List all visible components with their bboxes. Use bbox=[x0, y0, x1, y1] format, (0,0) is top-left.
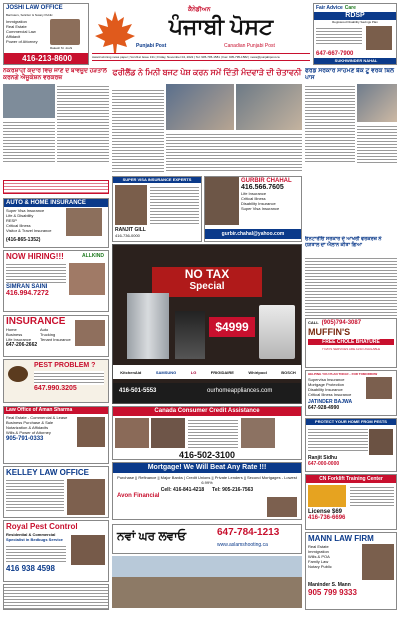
royal-pest-ad[interactable] bbox=[3, 520, 109, 582]
bottom-left-strip bbox=[3, 584, 109, 610]
joshi-photo bbox=[50, 19, 80, 45]
supervisa-phone: 416-736-0000 bbox=[115, 233, 140, 238]
rdsp-name: SUKHWINDER NAHAL bbox=[314, 58, 397, 64]
headline-right[interactable]: ਫੋਰਡ ਸਰਕਾਰ ਸਾਹਮਣੇ ਬੈਕ ਟੂ ਵਰਕ ਬਿਲ ਪਾਸ bbox=[305, 68, 395, 81]
mortgage-photo bbox=[267, 497, 297, 517]
rdsp-phone: 647-667-7900 bbox=[316, 51, 354, 57]
joshi-phone: 416-213-8600 bbox=[4, 53, 89, 64]
headline-center[interactable]: ਫਰੀਲੈਂਡ ਨੇ ਮਿਨੀ ਬਜਟ ਪੇਸ਼ ਕਰਨ ਸਮੇਂ ਦਿੱਤੀ ਮੰਦਵਾੜੇ ਦੀ ਚੇਤਾਵਨੀ bbox=[112, 68, 302, 77]
kicker: ਕੈਨੇਡੀਅਨ bbox=[188, 7, 211, 13]
insurance-title: INSURANCE bbox=[6, 316, 66, 327]
nawa-phone: 647-784-1213 bbox=[217, 527, 280, 538]
muffins-phone: (905)794-3087 bbox=[321, 320, 362, 326]
hiring-phone: 416.994.7272 bbox=[6, 290, 49, 297]
price-badge: $4999 bbox=[209, 317, 255, 337]
left-article-text-2 bbox=[3, 120, 55, 164]
royal-phone: 416 938 4598 bbox=[6, 564, 55, 573]
royal-photo bbox=[71, 535, 105, 565]
consumer-phone: 416-502-3100 bbox=[178, 450, 236, 460]
muffins-call: CALL bbox=[308, 320, 319, 325]
kelley-title: KELLEY LAW OFFICE bbox=[6, 468, 89, 477]
supervisa-ad[interactable] bbox=[112, 176, 202, 242]
mortgage-ad[interactable] bbox=[112, 462, 302, 520]
mortgage-cell: Cell: 416-841-4218 bbox=[160, 487, 205, 493]
rdsp-title: RDSP bbox=[314, 12, 396, 20]
notax-title: NO TAX bbox=[184, 267, 230, 281]
insurance-photo bbox=[75, 320, 105, 346]
auto-home-title: AUTO & HOME INSURANCE bbox=[4, 199, 108, 207]
insurance-ad[interactable]: INSURANCE Home Auto Business Trucking Life Insurance Tenant Insurance 647-206-2662 bbox=[3, 315, 109, 357]
nawa-url: www.aslamshooting.ca bbox=[217, 542, 268, 548]
kelley-photo bbox=[67, 479, 105, 515]
gurbir-ad[interactable]: GURBIR CHAHAL 416.566.7605 Life Insurance Critical Illness Disability Insurance Super Visa Insurance gurbir.chahal@yahoo.com bbox=[204, 176, 302, 242]
cn-license: License $69 bbox=[308, 509, 343, 515]
mann-title: MANN LAW FIRM bbox=[308, 534, 374, 543]
royal-title: Royal Pest Control bbox=[6, 522, 78, 531]
jatinder-photo bbox=[366, 377, 392, 399]
auto-home-items: Super Visa Insurance Life & Disability RESP Critical Illness Visitor & Travel Insurance bbox=[6, 208, 52, 233]
hiring-name: SIMRAN SAINI bbox=[6, 284, 48, 290]
consumer-credit-ad[interactable] bbox=[112, 406, 302, 460]
joshi-subtitle: Barristers, Solicitor & Notary Public bbox=[6, 13, 53, 17]
ford-photo bbox=[357, 84, 397, 122]
masthead-tagline: Canadian Punjabi Post bbox=[224, 43, 275, 49]
kelley-law-ad[interactable] bbox=[3, 466, 109, 518]
insurance-phone: 647-206-2662 bbox=[6, 342, 38, 348]
nahal-photo bbox=[366, 26, 392, 50]
center-article-text bbox=[112, 88, 164, 172]
fair-advice-brand: Fair Advice bbox=[316, 5, 343, 11]
pests-phone: 647-000-0000 bbox=[308, 461, 340, 467]
law-office-phone: 905-791-0333 bbox=[6, 436, 44, 442]
consumer-photo-3 bbox=[241, 418, 275, 448]
joshi-title: JOSHI LAW OFFICE bbox=[6, 5, 63, 11]
joshi-law-ad[interactable] bbox=[3, 3, 89, 65]
mortgage-tel: Tel: 905-216-7563 bbox=[212, 487, 254, 493]
nawa-ghar-ad[interactable] bbox=[112, 524, 302, 554]
masthead-title: ਪੰਜਾਬੀ ਪੋਸਟ bbox=[168, 14, 274, 39]
gurbir-name: GURBIR CHAHAL bbox=[241, 178, 292, 184]
gurbir-photo bbox=[205, 177, 239, 225]
jatinder-phone: 647-928-4990 bbox=[308, 405, 340, 411]
mann-law-ad[interactable]: MANN LAW FIRM Real Estate Immigration Wills & POA Family Law Notary Public Maninder S. Mann 905 799 9333 bbox=[305, 532, 397, 610]
rdsp-ad[interactable] bbox=[313, 3, 397, 65]
mann-photo bbox=[362, 544, 394, 580]
aman-photo bbox=[77, 417, 105, 447]
royal-subtitle: Residential & Commercial bbox=[6, 532, 56, 537]
range-image bbox=[175, 311, 205, 359]
fridge-image bbox=[127, 293, 169, 359]
allkind-brand: ALLKIND bbox=[82, 253, 104, 259]
mortgage-items: Purchase || Refinance || Major Banks | Credit Unions || Private Lenders || Second Mortgages - Lowest 6.99% bbox=[117, 475, 297, 485]
cn-phone: 416-736-6696 bbox=[308, 515, 346, 521]
cn-forklift-ad[interactable] bbox=[305, 474, 397, 530]
simran-photo bbox=[69, 263, 105, 295]
masthead-english: Punjabi Post bbox=[136, 43, 167, 49]
washer-image bbox=[259, 305, 295, 359]
red-highlight-box bbox=[3, 180, 109, 194]
muffins-offer: FREE CHOLE BHATURE bbox=[308, 339, 394, 345]
notax-phone: 416-501-5553 bbox=[119, 388, 157, 394]
pest-phone: 647.990.3205 bbox=[34, 385, 77, 392]
law-office-ad[interactable]: Law Office of Aman Sharma Real Estate - Commercial & Lease Business Purchase & Sale Notarization & Affidavits Wills & Power of Attorney 905-791-0333 bbox=[3, 406, 109, 464]
bug-icon bbox=[8, 366, 28, 382]
pests-name: Ranjit Sidhu bbox=[308, 455, 338, 461]
ontario-headline[interactable]: ਓਨਟਾਰੀਓ ਸਰਕਾਰ ਦੇ ਆਖਰੀ ਵਰਕਰਜ਼ ਨੇ ਹੜਤਾਲ ਦਾ ਐਲਾਨ ਕੀਤਾ ਗਿਆ bbox=[305, 236, 382, 248]
mann-name: Maninder S. Mann bbox=[308, 582, 351, 588]
consumer-photo-2 bbox=[151, 418, 185, 448]
notax-subtitle: Special bbox=[189, 281, 225, 292]
mortgage-brand: Avon Financial bbox=[117, 493, 160, 499]
center-article-text-2 bbox=[166, 132, 302, 172]
mann-phone: 905 799 9333 bbox=[308, 588, 357, 597]
muffins-title: MUFFIN'S bbox=[308, 327, 351, 337]
ontario-article-text bbox=[305, 256, 397, 316]
jatinder-name: JATINDER BAJWA bbox=[308, 399, 353, 405]
pest-title: PEST PROBLEM ? bbox=[34, 362, 96, 369]
brand-strip: KitchenAid SAMSUNG LG FRIGIDAIRE Whirlpool BOSCH bbox=[113, 365, 302, 379]
right-article-text-2 bbox=[357, 124, 397, 164]
masthead bbox=[92, 3, 310, 65]
auto-home-ad[interactable] bbox=[3, 198, 109, 248]
notax-url: ourhomeappliances.com bbox=[207, 388, 273, 394]
jatinder-title: HELPING YOU PLAN TODAY... FOR TOMORROW bbox=[308, 372, 378, 376]
auto-home-phone: (416-865-1352) bbox=[6, 237, 41, 243]
supervisa-name: RANJIT GILL bbox=[115, 227, 146, 233]
joshi-services: Immigration Real Estate Commercial Law Affidavit Power of Attorney bbox=[6, 19, 38, 44]
headline-left[interactable]: ਨੌਕਰਸ਼ਾਹੀ ਕਦਾਰ ਵਿੱਚ ਜਾਣ ਦੇ ਬਾਵਜੂਦ ਹੜਤਾਲ ਕਰਨਗੇ ਐਜੂਕੇਸ਼ਨ ਵਰਕਰਜ਼ bbox=[3, 68, 107, 81]
right-article-text bbox=[305, 84, 355, 164]
notax-ad[interactable] bbox=[112, 244, 302, 404]
royal-item: Specialist in Bedbugs Service bbox=[6, 537, 63, 542]
pests-protect-ad[interactable] bbox=[305, 418, 397, 472]
cn-title: CN Forklift Training Center bbox=[306, 475, 396, 483]
jatinder-ad[interactable]: HELPING YOU PLAN TODAY... FOR TOMORROW Supervisa Insurance Mortgage Protection Disability Insurance Critical Illness Insurance JATINDER BAJWA 647-928-4990 bbox=[305, 370, 397, 416]
house-photo bbox=[112, 556, 302, 608]
muffins-ad[interactable] bbox=[305, 318, 397, 368]
notax-footer bbox=[113, 383, 302, 403]
supervisa-title: SUPER VISA INSURANCE EXPERTS bbox=[113, 177, 201, 183]
joshi-person: Rakesh M. Joshi bbox=[50, 46, 73, 50]
auto-home-photo bbox=[66, 208, 102, 236]
forklift-image bbox=[308, 485, 346, 507]
nawa-title: ਨਵਾਂ ਘਰ ਲਵਾਓ bbox=[117, 529, 187, 543]
hiring-title: NOW HIRING!!! bbox=[6, 252, 64, 261]
law-office-title: Law Office of Aman Sharma bbox=[4, 407, 108, 414]
pests-title: PROTECT YOUR HOME FROM PESTS bbox=[306, 419, 396, 425]
mortgage-title: Mortgage! We Will Beat Any Rate !!! bbox=[113, 463, 301, 473]
masthead-info: Award winning news paper | Vol 21st Issue 131 | Friday, November 04, 2022 | Tel: 905-795-1581 | Fax: 905-795-1582 | news@punjabipost.ca bbox=[92, 53, 310, 61]
left-article-text bbox=[57, 84, 109, 164]
gill-photo bbox=[115, 185, 147, 225]
pest-ad[interactable] bbox=[3, 359, 109, 403]
hiring-ad[interactable] bbox=[3, 250, 109, 312]
rdsp-subtitle: Registered Disability Savings Plan bbox=[332, 20, 378, 24]
consumer-title: Canada Consumer Credit Assistance bbox=[113, 407, 301, 416]
sidhu-photo bbox=[369, 429, 393, 455]
workers-photo bbox=[3, 84, 55, 118]
freeland-photo bbox=[166, 84, 234, 130]
gurbir-email: gurbir.chahal@yahoo.com bbox=[205, 229, 301, 239]
muffins-note: 7 DAYS SERVICES ARE ALSO AVAILABLE bbox=[321, 347, 381, 351]
gurbir-phone: 416.566.7605 bbox=[241, 184, 284, 191]
care-brand: Care bbox=[344, 5, 356, 11]
trudeau-photo bbox=[236, 84, 302, 130]
consumer-photo-1 bbox=[115, 418, 149, 448]
